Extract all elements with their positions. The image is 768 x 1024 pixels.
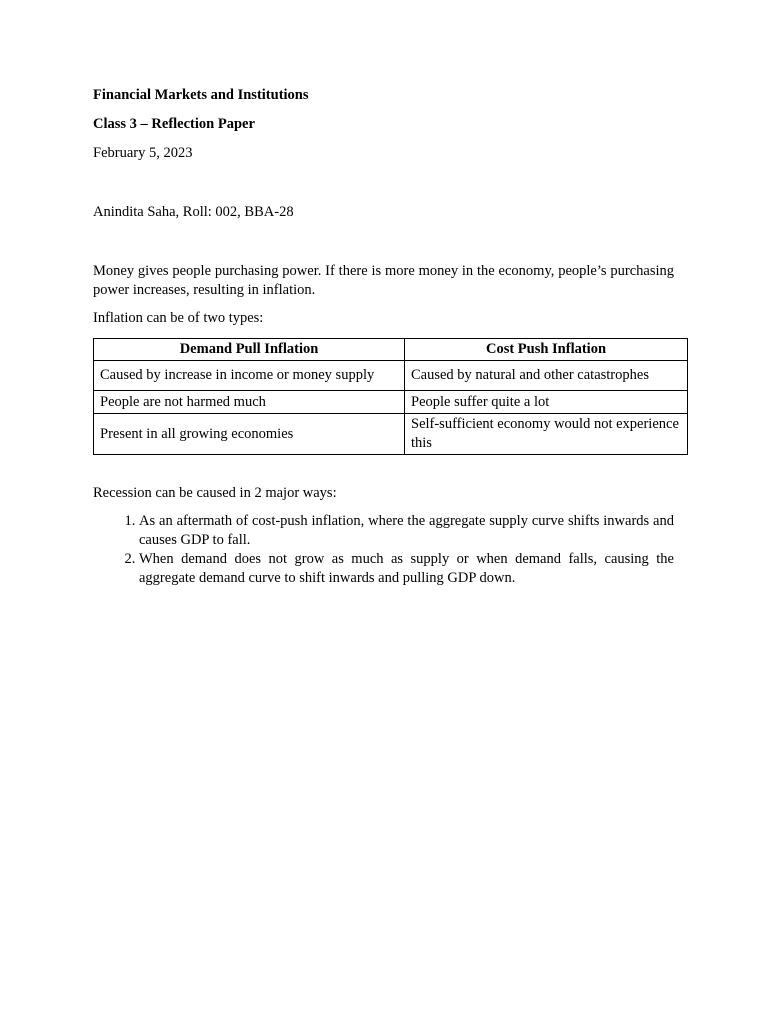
table-cell: Present in all growing economies	[94, 414, 405, 455]
paper-date: February 5, 2023	[93, 145, 193, 161]
table-row	[94, 414, 688, 455]
table-header-cell: Cost Push Inflation	[405, 339, 688, 361]
table-header-cell: Demand Pull Inflation	[94, 339, 405, 361]
inflation-types-table	[93, 338, 688, 455]
table-row	[94, 361, 688, 391]
table-row	[94, 391, 688, 414]
types-intro: Inflation can be of two types:	[93, 310, 264, 326]
recession-causes-list	[93, 512, 674, 588]
table-cell: People are not harmed much	[94, 391, 405, 414]
author-line: Anindita Saha, Roll: 002, BBA-28	[93, 204, 294, 220]
paper-title: Class 3 – Reflection Paper	[93, 116, 255, 132]
recession-intro: Recession can be caused in 2 major ways:	[93, 485, 337, 501]
table-cell: Caused by natural and other catastrophes	[405, 361, 688, 391]
document-page	[93, 86, 679, 588]
list-item: 2. When demand does not grow as much as supply or when demand falls, causing the aggregate demand curve to shift inwards and pulling GDP down.	[139, 550, 674, 588]
table-cell: Self-sufficient economy would not experience this	[405, 414, 688, 455]
intro-paragraph: Money gives people purchasing power. If there is more money in the economy, people’s purchasing power increases, resulting in inflation.	[93, 263, 674, 298]
table-header-row	[94, 339, 688, 361]
list-item: 1. As an aftermath of cost-push inflation, where the aggregate supply curve shifts inwards and causes GDP to fall.	[139, 512, 674, 550]
course-title: Financial Markets and Institutions	[93, 87, 309, 103]
table-cell: Caused by increase in income or money supply	[94, 361, 405, 391]
table-cell: People suffer quite a lot	[405, 391, 688, 414]
